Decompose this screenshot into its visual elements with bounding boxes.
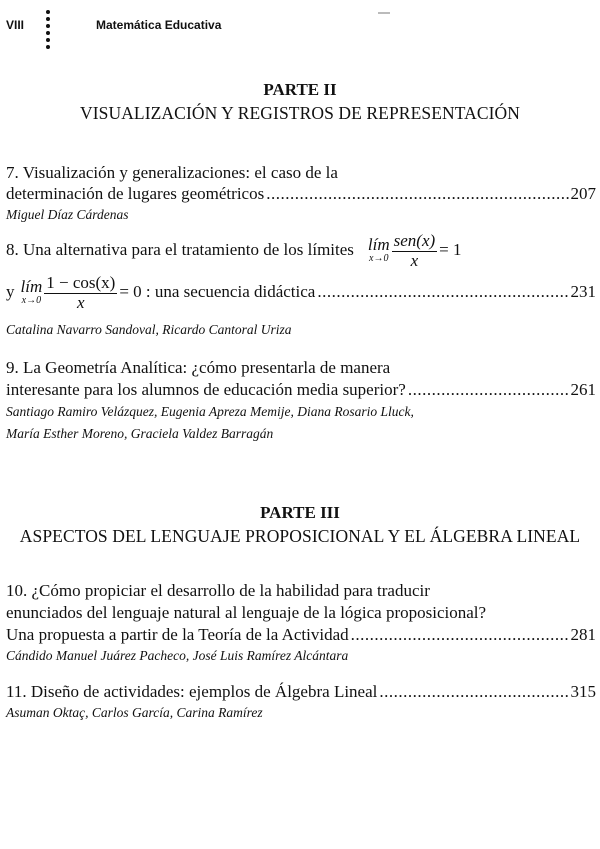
entry-8-authors: Catalina Navarro Sandoval, Ricardo Cantoral Uriza [6,322,292,337]
lim-sub: x→0 [21,295,42,306]
book-title: Matemática Educativa [96,18,222,32]
entry-7-title: determinación de lugares geométricos [6,184,265,203]
entry-10-title: Una propuesta a partir de la Teoría de la Actividad [6,625,349,644]
entry-10-authors: Cándido Manuel Juárez Pacheco, José Luis Ramírez Alcántara [6,648,349,663]
entry-11-page: 315 [570,682,596,701]
entry-9-line1: 9. La Geometría Analítica: ¿cómo presentarla de manera [6,358,391,377]
fraction-cos [44,273,117,312]
entry-8-prefix: y [6,282,15,301]
dot-leader [266,184,568,204]
running-header [6,18,594,40]
lim-word: lím [20,277,43,296]
lim-expression-1 [368,236,390,264]
dot-leader [351,625,569,645]
entry-11-title: 11. Diseño de actividades: ejemplos de Álgebra Lineal [6,682,378,701]
entry-11-authors: Asuman Oktaç, Carlos García, Carina Ramírez [6,705,263,720]
entry-9-page: 261 [570,380,596,399]
frac-num: 1 − cos(x) [46,272,116,292]
dots-ornament [46,10,52,52]
entry-7-authors: Miguel Díaz Cárdenas [6,207,129,222]
part2-title: PARTE II [263,80,337,99]
entry-8-title [6,273,315,312]
entry-9-line2[interactable] [6,380,596,400]
lim-expression-2 [21,278,43,306]
entry-7-line1: 7. Visualización y generalizaciones: el caso de la [6,163,338,182]
entry-10-line2: enunciados del lenguaje natural al lenguaje de la lógica proposicional? [6,603,487,622]
entry-9-authors-1: Santiago Ramiro Velázquez, Eugenia Apreza Memije, Diana Rosario Lluck, [6,404,414,419]
fraction-sen [392,231,438,270]
dot-leader [379,682,568,702]
frac-num: sen(x) [393,230,436,250]
lim-word: lím [367,235,390,254]
entry-7-line2[interactable] [6,184,596,204]
part3-subtitle: ASPECTOS DEL LENGUAJE PROPOSICIONAL Y EL ÁLGEBRA LINEAL [19,526,581,546]
entry-9-authors-2: María Esther Moreno, Graciela Valdez Barragán [6,426,274,441]
dot-leader [408,380,569,400]
scan-smudge [378,12,390,14]
entry-8-line2[interactable] [6,270,596,314]
part2-subtitle: VISUALIZACIÓN Y REGISTROS DE REPRESENTACIÓN [79,103,521,123]
frac-den: x [410,250,419,270]
equals-one: = 1 [439,240,462,259]
entry-10-line1: 10. ¿Cómo propiciar el desarrollo de la habilidad para traducir [6,581,430,600]
entry-7-page: 207 [570,184,596,203]
entry-10-page: 281 [570,625,596,644]
dot-leader [317,282,568,302]
entry-10-line3[interactable] [6,625,596,645]
entry-11-line1[interactable] [6,682,596,702]
entry-8-suffix: = 0 : una secuencia didáctica [119,282,316,301]
entry-9-title: interesante para los alumnos de educación media superior? [6,380,406,399]
entry-8-line1-text: 8. Una alternativa para el tratamiento de los límites [6,240,354,259]
frac-den: x [77,292,85,312]
lim-sub: x→0 [369,253,389,264]
part3-title: PARTE III [260,503,340,522]
entry-8-line1 [6,228,596,272]
entry-8-page: 231 [570,282,596,301]
page-number: VIII [6,18,25,32]
